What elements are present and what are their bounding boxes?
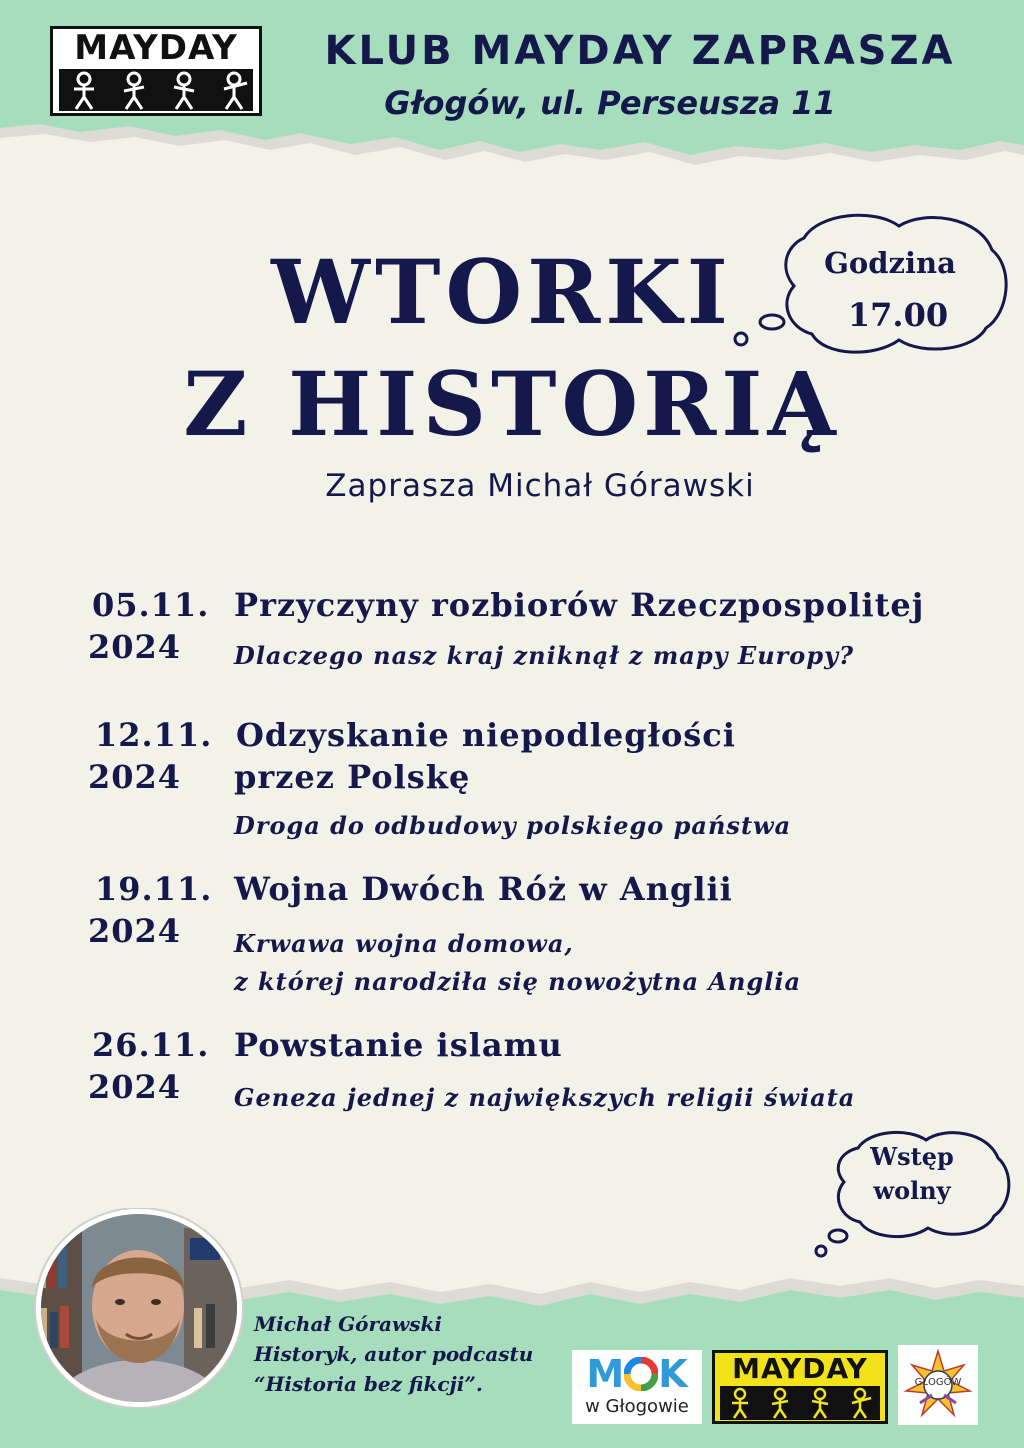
event-2-title-line1: Odzyskanie niepodległości <box>236 716 736 754</box>
event-2-date-year: 2024 <box>88 758 182 796</box>
time-label: Godzina <box>824 246 956 280</box>
event-3-title: Wojna Dwóch Róż w Anglii <box>234 870 733 908</box>
event-4-title: Powstanie islamu <box>234 1026 563 1064</box>
club-address: Głogów, ul. Perseusza 11 <box>384 84 836 122</box>
speaker-podcast: “Historia bez fikcji”. <box>254 1372 483 1396</box>
event-1-title: Przyczyny rozbiorów Rzeczpospolitej <box>234 586 925 624</box>
time-thought-bubble <box>724 208 1014 358</box>
mok-logo-text: M K <box>586 1352 688 1396</box>
logo-figures-band <box>59 69 253 111</box>
event-1-description: Dlaczego nasz kraj zniknął z mapy Europy? <box>234 641 855 670</box>
event-4-description: Geneza jednej z największych religii świata <box>234 1083 856 1112</box>
event-4-date-year: 2024 <box>88 1068 182 1106</box>
entry-line1: Wstęp <box>870 1142 954 1171</box>
event-2-description: Droga do odbudowy polskiego państwa <box>234 811 792 840</box>
mayday-logo-text: MAYDAY <box>74 28 238 68</box>
mok-circle-icon <box>624 1357 658 1391</box>
mayday-sponsor-logo <box>712 1350 888 1424</box>
event-3-description-line1: Krwawa wojna domowa, <box>234 929 574 958</box>
club-invitation-heading: KLUB MAYDAY ZAPRASZA <box>324 28 956 74</box>
glogow-city-logo <box>898 1345 978 1425</box>
event-2-date-day: 12.11. <box>95 716 213 754</box>
speaker-name: Michał Górawski <box>254 1312 442 1336</box>
dancing-figures-icon <box>720 1386 880 1420</box>
event-4-date-day: 26.11. <box>92 1026 210 1064</box>
speaker-role: Historyk, autor podcastu <box>254 1342 534 1366</box>
dancing-figures-icon <box>59 69 259 111</box>
time-value: 17.00 <box>847 296 949 334</box>
event-1-date-year: 2024 <box>88 628 182 666</box>
poster-subtitle: Zaprasza Michał Górawski <box>325 468 755 504</box>
mayday-sponsor-logo-text: MAYDAY <box>732 1352 868 1385</box>
mayday-logo <box>50 26 262 116</box>
mok-logo <box>572 1350 702 1424</box>
event-3-date-day: 19.11. <box>95 870 213 908</box>
speaker-photo <box>34 1208 244 1408</box>
entry-line2: wolny <box>873 1176 951 1205</box>
event-3-date-year: 2024 <box>88 912 182 950</box>
mayday-sponsor-figures-band <box>720 1386 880 1420</box>
event-1-date-day: 05.11. <box>92 586 210 624</box>
mok-logo-subtitle: w Głogowie <box>585 1396 689 1417</box>
glogow-logo-text: GŁOGÓW <box>914 1377 962 1388</box>
poster-title-line2: Z HISTORIĄ <box>183 352 841 456</box>
event-2-title-line2: przez Polskę <box>234 758 471 796</box>
poster-title-line1: WTORKI <box>271 240 733 344</box>
event-3-description-line2: z której narodziła się nowożytna Anglia <box>234 967 802 996</box>
